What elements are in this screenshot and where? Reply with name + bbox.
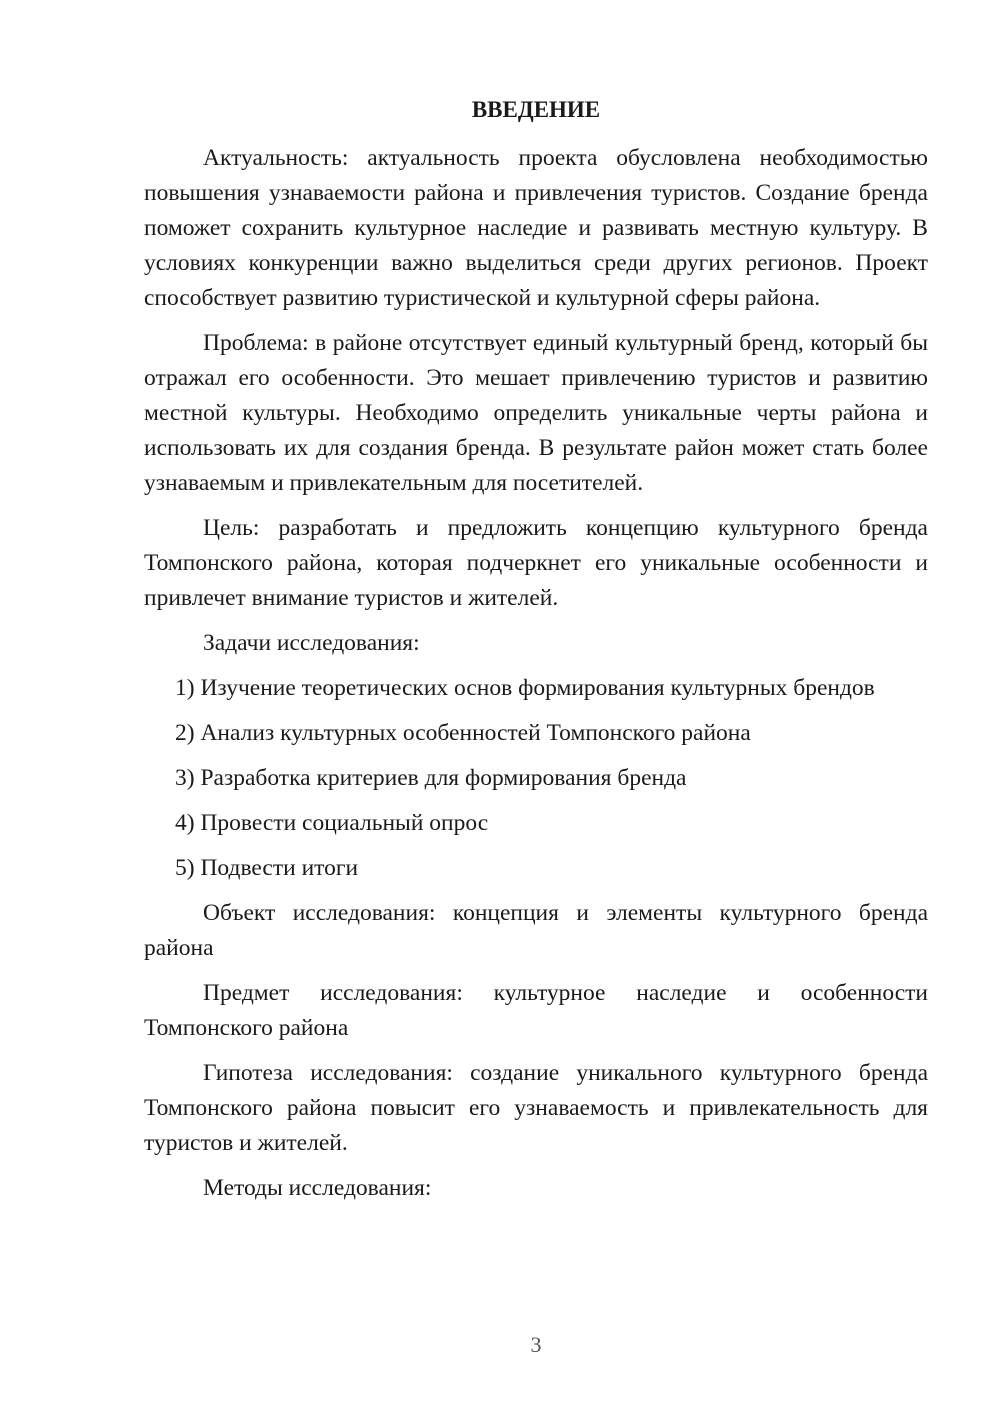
object-paragraph: Объект исследования: концепция и элементы культурного бренда района: [144, 900, 928, 961]
subject-paragraph: Предмет исследования: культурное наследие и особенности Томпонского района: [144, 980, 928, 1041]
tasks-heading: Задачи исследования:: [203, 630, 420, 656]
list-item: 1) Изучение теоретических основ формирования культурных брендов: [175, 675, 875, 701]
page-number: 3: [530, 1332, 542, 1357]
goal-paragraph: Цель: разработать и предложить концепцию культурного бренда Томпонского района, которая подчеркнет его уникальные особенности и привлечет внимание туристов и жителей.: [144, 515, 928, 611]
list-item: 4) Провести социальный опрос: [175, 810, 489, 836]
list-item: 2) Анализ культурных особенностей Томпонского района: [175, 720, 751, 746]
relevance-paragraph: Актуальность: актуальность проекта обусловлена необходимостью повышения узнаваемости района и привлечения туристов. Создание бренда поможет сохранить культурное наследие и развивать местную культуру. В условиях конкуренции важно выделиться среди других регионов. Проект способствует развитию туристической и культурной сферы района.: [144, 145, 928, 311]
page-title: ВВЕДЕНИЕ: [471, 97, 601, 122]
list-item: 5) Подвести итоги: [175, 855, 359, 881]
methods-heading: Методы исследования:: [203, 1175, 432, 1201]
hypothesis-paragraph: Гипотеза исследования: создание уникального культурного бренда Томпонского района повысит его узнаваемость и привлекательность для туристов и жителей.: [144, 1060, 928, 1156]
list-item: 3) Разработка критериев для формирования бренда: [175, 765, 687, 791]
document-body: [144, 92, 928, 1216]
tasks-list: [144, 671, 928, 886]
problem-paragraph: Проблема: в районе отсутствует единый культурный бренд, который бы отражал его особенности. Это мешает привлечению туристов и развитию местной культуры. Необходимо определить уникальные черты района и использовать их для создания бренда. В результате район может стать более узнаваемым и привлекательным для посетителей.: [144, 330, 928, 496]
